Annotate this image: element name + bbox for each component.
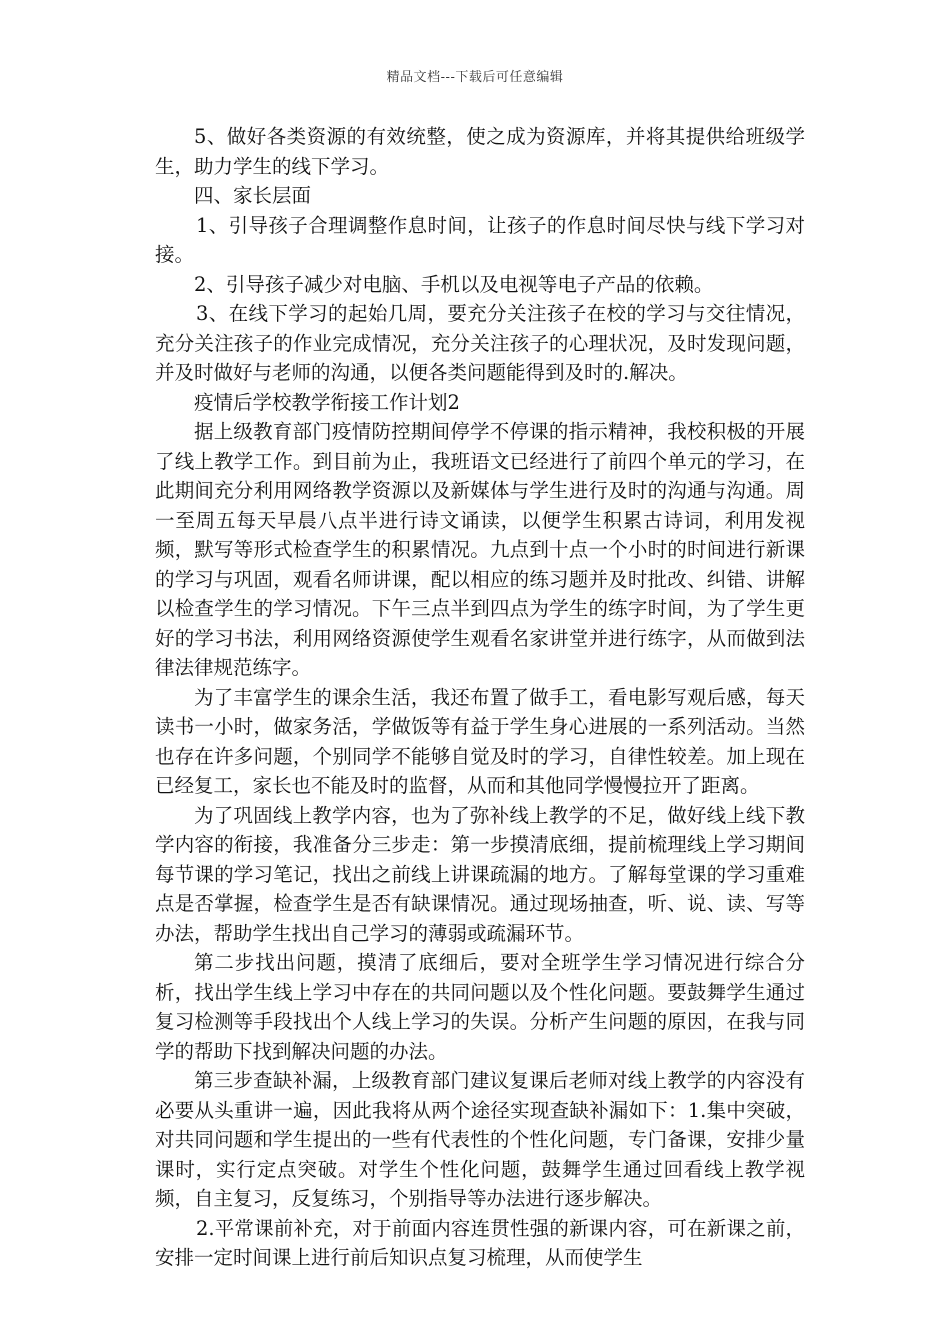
paragraph-supplement: 2.平常课前补充，对于前面内容连贯性强的新课内容，可在新课之前，安排一定时间课上进行前后知识点复习梳理，从而使学生 [155, 1216, 805, 1269]
paragraph-step-one: 为了巩固线上教学内容，也为了弥补线上教学的不足，做好线上线下教学内容的衔接，我准备分三步走：第一步摸清底细，提前梳理线上学习期间每节课的学习笔记，找出之前线上讲课疏漏的地方。了解每堂课的学习重难点是否掌握，检查学生是否有缺课情况。通过现场抽查，听、说、读、写等办法，帮助学生找出自己学习的薄弱或疏漏环节。 [155, 803, 805, 945]
page-header: 精品文档---下载后可任意编辑 [386, 70, 564, 85]
paragraph-parent-3: 3、在线下学习的起始几周，要充分关注孩子在校的学习与交往情况，充分关注孩子的作业完成情况，充分关注孩子的心理状况，及时发现问题，并及时做好与老师的沟通，以便各类问题能得到及时的.解决。 [155, 302, 805, 384]
paragraph-parent-2: 2、引导孩子减少对电脑、手机以及电视等电子产品的依赖。 [194, 272, 714, 296]
plan-title: 疫情后学校教学衔接工作计划2 [194, 390, 460, 414]
section-heading-parents: 四、家长层面 [194, 184, 312, 207]
document-body [155, 122, 805, 1273]
paragraph-step-three: 第三步查缺补漏，上级教育部门建议复课后老师对线上教学的内容没有必要从头重讲一遍，因此我将从两个途径实现查缺补漏如下：1.集中突破，对共同问题和学生提出的一些有代表性的个性化问题，专门备课，安排少量课时，实行定点突破。对学生个性化问题，鼓舞学生通过回看线上教学视频，自主复习，反复练习，个别指导等办法进行逐步解决。 [155, 1069, 805, 1210]
paragraph-online-teaching: 据上级教育部门疫情防控期间停学不停课的指示精神，我校积极的开展了线上教学工作。到目前为止，我班语文已经进行了前四个单元的学习，在此期间充分利用网络教学资源以及新媒体与学生进行及时的沟通与沟通。周一至周五每天早晨八点半进行诗文诵读，以便学生积累古诗词，利用发视频，默写等形式检查学生的积累情况。九点到十点一个小时的时间进行新课的学习与巩固，观看名师讲课，配以相应的练习题并及时批改、纠错、讲解以检查学生的学习情况。下午三点半到四点为学生的练字时间，为了学生更好的学习书法，利用网络资源使学生观看名家讲堂并进行练字，从而做到法律法律规范练字。 [155, 420, 805, 679]
paragraph-step-two: 第二步找出问题，摸清了底细后，要对全班学生学习情况进行综合分析，找出学生线上学习中存在的共同问题以及个性化问题。要鼓舞学生通过复习检测等手段找出个人线上学习的失误。分析产生问题的原因，在我与同学的帮助下找到解决问题的办法。 [155, 951, 805, 1063]
paragraph-parent-1: 1、引导孩子合理调整作息时间，让孩子的作息时间尽快与线下学习对接。 [155, 213, 805, 266]
paragraph-activities: 为了丰富学生的课余生活，我还布置了做手工，看电影写观后感，每天读书一小时，做家务活，学做饭等有益于学生身心进展的一系列活动。当然也存在许多问题，个别同学不能够自觉及时的学习，自律性较差。加上现在已经复工，家长也不能及时的监督，从而和其他同学慢慢拉开了距离。 [155, 685, 805, 797]
paragraph-resources: 5、做好各类资源的有效统整，使之成为资源库，并将其提供给班级学生，助力学生的线下学习。 [155, 125, 805, 178]
